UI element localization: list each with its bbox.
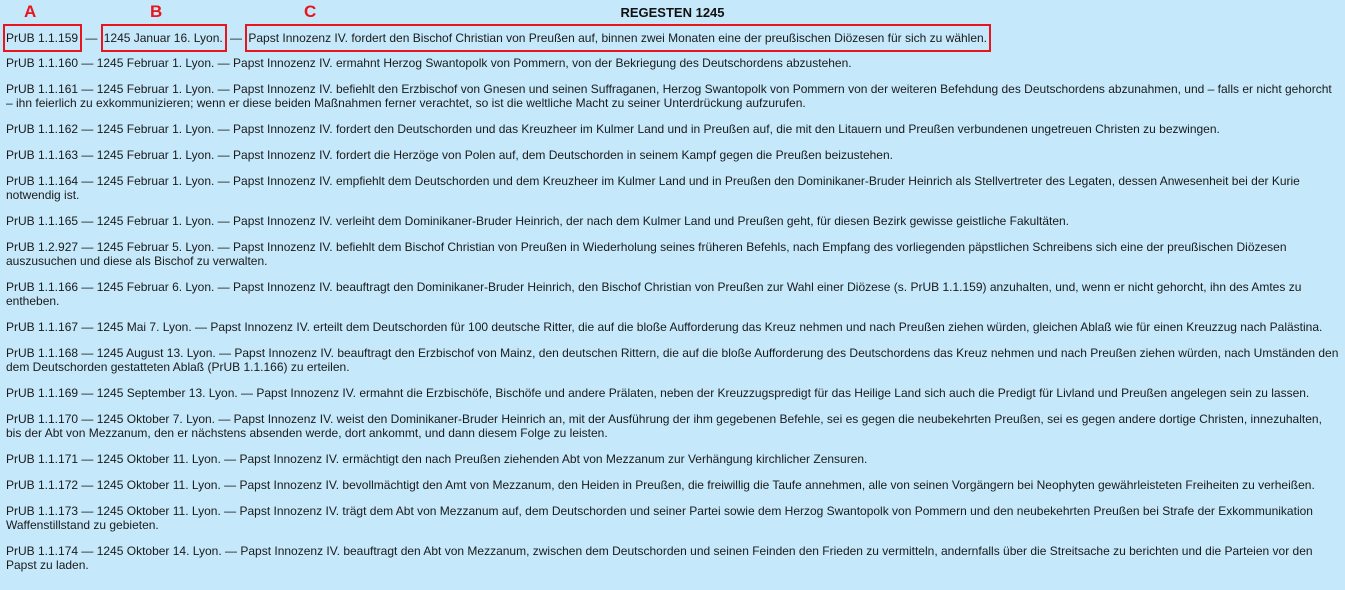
regesten-list: [6, 31, 1339, 584]
regest-entry: PrUB 1.1.173 — 1245 Oktober 11. Lyon. — Papst Innozenz IV. trägt dem Abt von Mezzanum auf, dem Deutschorden und seiner Partei sowie dem Herzog Swantopolk von Pommern und den neubekehrten Preußen bei Strafe der Exkommunikation Waffenstillstand zu gebieten.: [6, 504, 1313, 532]
regest-entry: PrUB 1.1.167 — 1245 Mai 7. Lyon. — Papst Innozenz IV. erteilt dem Deutschorden für 100 deutsche Ritter, die auf die bloße Aufforderung das Kreuz nehmen und nach Preußen ziehen würden, gleichen Ablaß wie für einen Kreuzzug nach Palästina.: [6, 320, 1323, 334]
regest-entry: PrUB 1.1.170 — 1245 Oktober 7. Lyon. — Papst Innozenz IV. weist den Dominikaner-Bruder Heinrich an, mit der Ausführung der ihm gegebenen Befehle, sei es gegen die neubekehrten Preußen, sei es gegen andere dortige Christen, innezuhalten, bis der Abt von Mezzanum, den er nächstens absenden werde, dort ankommt, und dann diesem Folge zu leisten.: [6, 412, 1322, 440]
annotation-marker-b: B: [150, 2, 163, 21]
regest-entry: PrUB 1.1.162 — 1245 Februar 1. Lyon. — Papst Innozenz IV. fordert den Deutschorden und das Kreuzheer im Kulmer Land und in Preußen auf, die mit den Litauern und Preußen verbundenen ungetreuen Christen zu bezwingen.: [6, 122, 1220, 136]
entry-date-box: 1245 Januar 16. Lyon.: [101, 24, 227, 52]
regest-entry: PrUB 1.1.166 — 1245 Februar 6. Lyon. — Papst Innozenz IV. beauftragt den Dominikaner-Bruder Heinrich, den Bischof Christian von Preußen zur Wahl einer Diözese (s. PrUB 1.1.159) anzuhalten, und, wenn er nicht gehorcht, ihn des Amtes zu entheben.: [6, 280, 1302, 308]
entry-separator: —: [226, 31, 246, 45]
annotation-marker-a: A: [24, 2, 37, 21]
regest-entry-first: [6, 31, 1339, 45]
regest-entry: PrUB 1.1.171 — 1245 Oktober 11. Lyon. — Papst Innozenz IV. ermächtigt den nach Preußen ziehenden Abt von Mezzanum zur Verhängung kirchlicher Zensuren.: [6, 452, 868, 466]
entry-separator: —: [82, 31, 101, 45]
regest-entry: PrUB 1.1.164 — 1245 Februar 1. Lyon. — Papst Innozenz IV. empfiehlt dem Deutschorden und dem Kreuzheer im Kulmer Land und in Preußen den Dominikaner-Bruder Heinrich als Stellvertreter des Legaten, dessen Anwesenheit bei der Kurie notwendig ist.: [6, 174, 1300, 202]
regest-entry: PrUB 1.1.172 — 1245 Oktober 11. Lyon. — Papst Innozenz IV. bevollmächtigt den Amt von Mezzanum, den Heiden in Preußen, die freiwillig die Taufe annehmen, alle von seinen Vorgängern bei Neophyten gewährleisteten Freiheiten zu verheißen.: [6, 478, 1315, 492]
annotation-marker-c: C: [304, 2, 317, 21]
regest-entry: PrUB 1.1.174 — 1245 Oktober 14. Lyon. — Papst Innozenz IV. beauftragt den Abt von Mezzanum, zwischen dem Deutschorden und seinen Feinden den Frieden zu vermitteln, andernfalls über die Streitsache zu berichten und die Parteien vor den Papst zu laden.: [6, 544, 1313, 572]
regest-entry: PrUB 1.1.161 — 1245 Februar 1. Lyon. — Papst Innozenz IV. befiehlt den Erzbischof von Gnesen und seinen Suffraganen, Herzog Swantopolk von Pommern von der weiteren Befehdung des Deutschordens abzunahmen, und – falls er nicht gehorcht – ihn feierlich zu exkommunizieren; wenn er diese beiden Maßnahmen ferner verachtet, so ist die weltliche Macht zu seiner Unterdrückung aufzurufen.: [6, 82, 1332, 110]
regest-entry: PrUB 1.1.168 — 1245 August 13. Lyon. — Papst Innozenz IV. beauftragt den Erzbischof von Mainz, den deutschen Rittern, die auf die bloße Aufforderung des Deutschordens das Kreuz nehmen und nach Preußen ziehen würden, nach Umständen den dem Deutschorden gestatteten Ablaß (PrUB 1.1.166) zu erteilen.: [6, 346, 1339, 374]
entry-text-box: Papst Innozenz IV. fordert den Bischof Christian von Preußen auf, binnen zwei Monaten eine der preußischen Diözesen für sich zu wählen.: [245, 24, 991, 52]
regest-entry: PrUB 1.1.169 — 1245 September 13. Lyon. — Papst Innozenz IV. ermahnt die Erzbischöfe, Bischöfe und andere Prälaten, neben der Kreuzzugspredigt für das Heilige Land sich auch die Predigt für Livland und Preußen angelegen sein zu lassen.: [6, 386, 1310, 400]
page-title: REGESTEN 1245: [620, 5, 725, 20]
regest-entry: PrUB 1.1.160 — 1245 Februar 1. Lyon. — Papst Innozenz IV. ermahnt Herzog Swantopolk von Pommern, von der Bekriegung des Deutschordens abzustehen.: [6, 56, 852, 70]
entry-id-box: PrUB 1.1.159: [3, 24, 82, 52]
regest-entry: PrUB 1.2.927 — 1245 Februar 5. Lyon. — Papst Innozenz IV. befiehlt dem Bischof Christian von Preußen in Wiederholung seines früheren Befehls, nach Empfang des vorliegenden päpstlichen Schreibens sich eine der preußischen Diözesen auszusuchen und diese als Bischof zu verwalten.: [6, 240, 1287, 268]
regest-entry: PrUB 1.1.165 — 1245 Februar 1. Lyon. — Papst Innozenz IV. verleiht dem Dominikaner-Bruder Heinrich, der nach dem Kulmer Land und Preußen geht, für diesen Bezirk gewisse geistliche Fakultäten.: [6, 214, 1070, 228]
regest-entry: PrUB 1.1.163 — 1245 Februar 1. Lyon. — Papst Innozenz IV. fordert die Herzöge von Polen auf, dem Deutschorden in seinem Kampf gegen die Preußen beizustehen.: [6, 148, 893, 162]
